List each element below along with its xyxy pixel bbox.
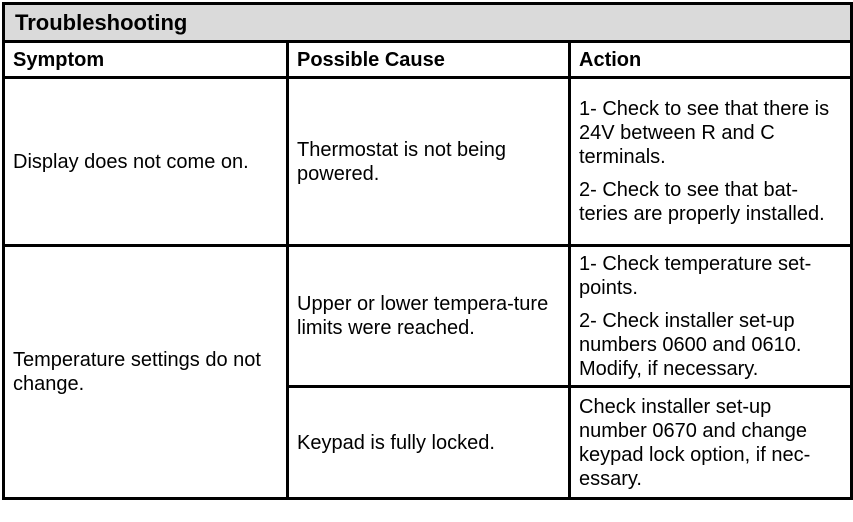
header-symptom: Symptom — [4, 42, 288, 78]
action-cell — [570, 78, 852, 246]
troubleshooting-table — [2, 2, 853, 500]
action-cell — [570, 246, 852, 387]
symptom-cell: Temperature settings do not change. — [4, 246, 288, 499]
cause-cell: Keypad is fully locked. — [288, 387, 570, 499]
action-cell — [570, 387, 852, 499]
cause-cell: Thermostat is not being powered. — [288, 78, 570, 246]
symptom-cell: Display does not come on. — [4, 78, 288, 246]
table-title: Troubleshooting — [4, 4, 852, 42]
action-step: Check installer set-up number 0670 and change keypad lock option, if nec-essary. — [579, 395, 811, 490]
cause-cell: Upper or lower tempera-ture limits were reached. — [288, 246, 570, 387]
header-action: Action — [570, 42, 852, 78]
action-step: 2- Check to see that bat-teries are properly installed. — [579, 179, 825, 225]
action-step: 2- Check installer set-up numbers 0600 and 0610. Modify, if necessary. — [579, 309, 802, 380]
action-step: 1- Check temperature set-points. — [579, 252, 812, 299]
header-row — [4, 42, 852, 78]
header-possible-cause: Possible Cause — [288, 42, 570, 78]
action-step: 1- Check to see that there is 24V between R and C terminals. — [579, 98, 830, 168]
table-row — [4, 246, 852, 387]
table-row — [4, 78, 852, 246]
